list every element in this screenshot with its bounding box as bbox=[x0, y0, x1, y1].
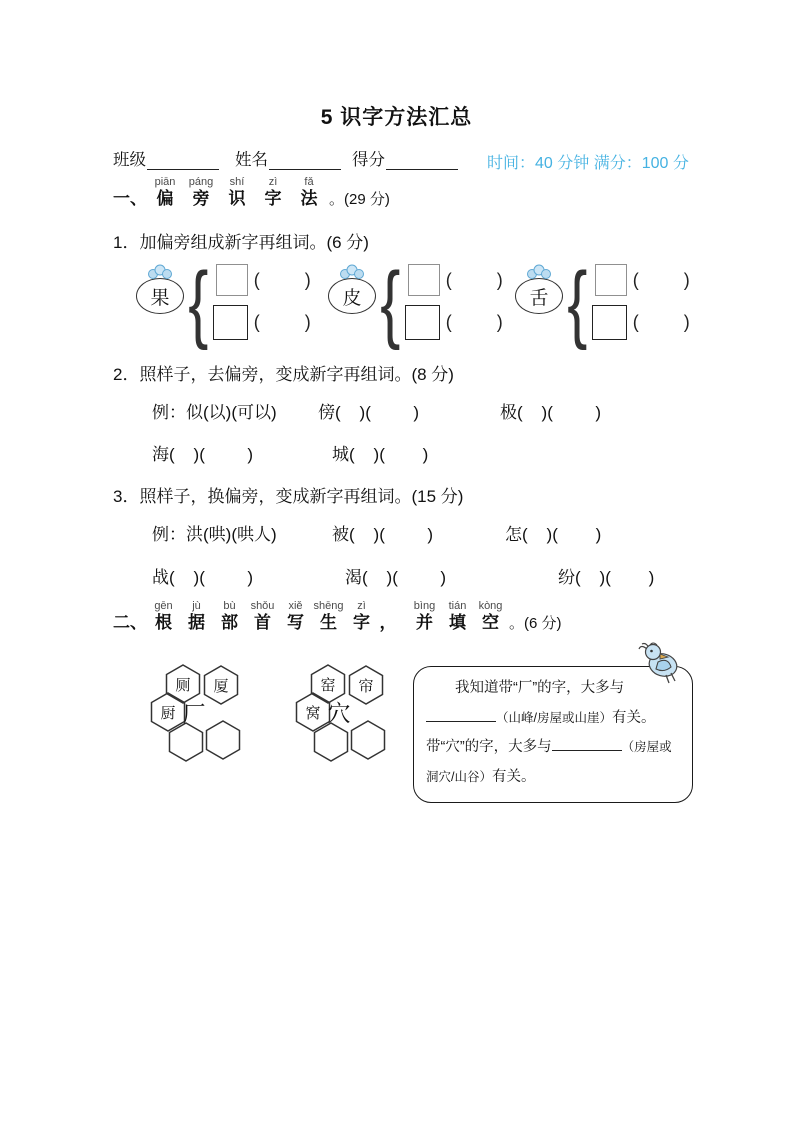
pinyin-syllable: gēn bbox=[154, 600, 173, 612]
answer-box bbox=[408, 264, 440, 296]
bubble-text: 我知道带“厂”的字，大多与（山峰/房屋或山崖）有关。带“穴”的字，大多与 （房屋或洞穴/山谷）有关。 bbox=[426, 680, 672, 786]
q2-example: 例：似(以)(可以) bbox=[152, 403, 277, 422]
hint-text: （山峰/房屋或山崖） bbox=[496, 710, 612, 725]
q3-item: 战( )( ) bbox=[152, 568, 254, 587]
time-score-text: 时间：40 分钟 满分：100 分 bbox=[487, 155, 689, 172]
brace: { bbox=[567, 255, 588, 351]
q3-item: 怎( )( ) bbox=[505, 525, 602, 544]
heading-char: kòng 空 bbox=[478, 600, 503, 632]
answer-parens: ( ) bbox=[632, 312, 690, 332]
score-field bbox=[352, 146, 458, 170]
answer-row bbox=[405, 264, 503, 296]
heading-char: ， bbox=[379, 613, 397, 632]
flower-decoration-icon bbox=[146, 264, 174, 280]
answer-box bbox=[405, 305, 440, 340]
pinyin-syllable: piān bbox=[154, 176, 176, 188]
heading-char: gēn 根 bbox=[154, 600, 173, 632]
answer-row bbox=[592, 305, 690, 340]
hexagon-char: 厨 bbox=[160, 705, 176, 722]
pinyin-syllable: páng bbox=[188, 176, 214, 188]
base-char-oval: 皮 bbox=[328, 278, 376, 314]
heading-char: piān 偏 bbox=[154, 176, 176, 208]
center-radical: 穴 bbox=[327, 700, 351, 726]
section2-heading bbox=[113, 600, 562, 633]
answer-row bbox=[592, 264, 690, 296]
hexagon-cell bbox=[170, 723, 203, 761]
char-group-guo bbox=[136, 255, 311, 351]
heading-char: bìng 并 bbox=[413, 600, 436, 632]
section1-heading bbox=[113, 176, 390, 209]
hexagon-cluster-xue bbox=[291, 650, 391, 772]
answer-row bbox=[213, 264, 311, 296]
answer-parens: ( ) bbox=[445, 269, 503, 290]
pinyin-syllable: zì bbox=[268, 176, 278, 188]
hexagon-char: 窝 bbox=[305, 705, 321, 722]
section1-prefix: 一、 bbox=[113, 189, 147, 208]
heading-char: zì 字 bbox=[264, 176, 282, 208]
answers-column bbox=[213, 264, 311, 340]
hexagon-cell bbox=[352, 721, 385, 759]
char-group-pi bbox=[328, 255, 503, 351]
q3-item: 渴( )( ) bbox=[345, 568, 447, 587]
heading-char: jù 据 bbox=[188, 600, 205, 632]
brace: { bbox=[188, 255, 209, 351]
answer-blank bbox=[552, 737, 622, 751]
answers-column bbox=[405, 264, 503, 340]
name-label: 姓名 bbox=[235, 151, 268, 169]
hexagon-char: 厕 bbox=[175, 677, 191, 694]
hexagon-cluster-chang bbox=[146, 650, 246, 772]
heading-char: fǎ 法 bbox=[300, 176, 318, 208]
answer-parens: ( ) bbox=[632, 269, 690, 290]
answers-column bbox=[592, 264, 690, 340]
oval-wrap bbox=[328, 278, 376, 314]
hexagon-char: 帘 bbox=[358, 678, 374, 695]
answer-box bbox=[213, 305, 248, 340]
char-group-she bbox=[515, 255, 690, 351]
oval-wrap bbox=[136, 278, 184, 314]
q2-item: 傍( )( ) bbox=[318, 403, 420, 422]
answer-parens: ( ) bbox=[253, 269, 311, 290]
pinyin-syllable: bìng bbox=[413, 600, 436, 612]
score-label: 得分 bbox=[352, 151, 385, 169]
heading-char: bù 部 bbox=[221, 600, 238, 632]
page-title: 5 识字方法汇总 bbox=[320, 106, 473, 129]
q2-item: 海( )( ) bbox=[152, 445, 254, 464]
q2-item: 极( )( ) bbox=[500, 403, 602, 422]
answer-box bbox=[595, 264, 627, 296]
base-char-oval: 果 bbox=[136, 278, 184, 314]
pinyin-syllable: shēng bbox=[313, 600, 344, 612]
heading-char: shǒu 首 bbox=[250, 600, 275, 632]
q3-title: 3．照样子，换偏旁，变成新字再组词。(15 分) bbox=[113, 487, 464, 506]
pinyin-syllable: shǒu bbox=[250, 600, 275, 612]
answer-box bbox=[216, 264, 248, 296]
hint-text: （房屋或洞穴/山谷） bbox=[426, 740, 672, 785]
class-blank-line bbox=[147, 151, 219, 170]
pinyin-syllable: shí bbox=[229, 176, 245, 188]
q1-title: 1．加偏旁组成新字再组词。(6 分) bbox=[113, 233, 369, 252]
pinyin-syllable: kòng bbox=[478, 600, 503, 612]
answer-row bbox=[213, 305, 311, 340]
pinyin-syllable: jù bbox=[192, 600, 201, 612]
answer-parens: ( ) bbox=[253, 312, 311, 332]
pinyin-syllable: xiě bbox=[288, 600, 303, 612]
pinyin-syllable: zì bbox=[357, 600, 366, 612]
base-char-oval: 舌 bbox=[515, 278, 563, 314]
section2-score-suffix: 。(6 分) bbox=[509, 615, 562, 632]
q3-item: 纷( )( ) bbox=[558, 568, 655, 587]
heading-char: xiě 写 bbox=[287, 600, 304, 632]
answer-blank bbox=[426, 708, 496, 722]
flower-decoration-icon bbox=[525, 264, 553, 280]
class-label: 班级 bbox=[113, 151, 146, 169]
brace: { bbox=[380, 255, 401, 351]
answer-box bbox=[592, 305, 627, 340]
section1-score-suffix: 。(29 分) bbox=[329, 191, 390, 208]
heading-char: shí 识 bbox=[228, 176, 246, 208]
hexagon-cell bbox=[315, 723, 348, 761]
heading-char: tián 填 bbox=[448, 600, 467, 632]
q2-title: 2．照样子，去偏旁，变成新字再组词。(8 分) bbox=[113, 365, 454, 384]
pinyin-syllable: fǎ bbox=[304, 176, 314, 188]
name-blank-line bbox=[269, 151, 341, 170]
q3-example: 例：洪(哄)(哄人) bbox=[152, 525, 277, 544]
class-field bbox=[113, 146, 219, 170]
name-field bbox=[235, 146, 341, 170]
heading-char: zì 字 bbox=[353, 600, 370, 632]
section2-prefix: 二、 bbox=[113, 613, 147, 632]
heading-char: shēng 生 bbox=[313, 600, 344, 632]
flower-decoration-icon bbox=[338, 264, 366, 280]
answer-row bbox=[405, 305, 503, 340]
q3-item: 被( )( ) bbox=[332, 525, 434, 544]
heading-char: páng 旁 bbox=[188, 176, 214, 208]
score-blank-line bbox=[386, 151, 458, 170]
center-radical: 厂 bbox=[182, 701, 206, 727]
hexagon-char: 厦 bbox=[213, 678, 229, 695]
answer-parens: ( ) bbox=[445, 312, 503, 332]
pinyin-syllable: bù bbox=[223, 600, 236, 612]
hexagon-char: 窑 bbox=[320, 677, 336, 694]
pinyin-syllable: tián bbox=[448, 600, 467, 612]
q2-item: 城( )( ) bbox=[332, 445, 429, 464]
bird-icon bbox=[637, 641, 689, 689]
hexagon-cell bbox=[207, 721, 240, 759]
oval-wrap bbox=[515, 278, 563, 314]
